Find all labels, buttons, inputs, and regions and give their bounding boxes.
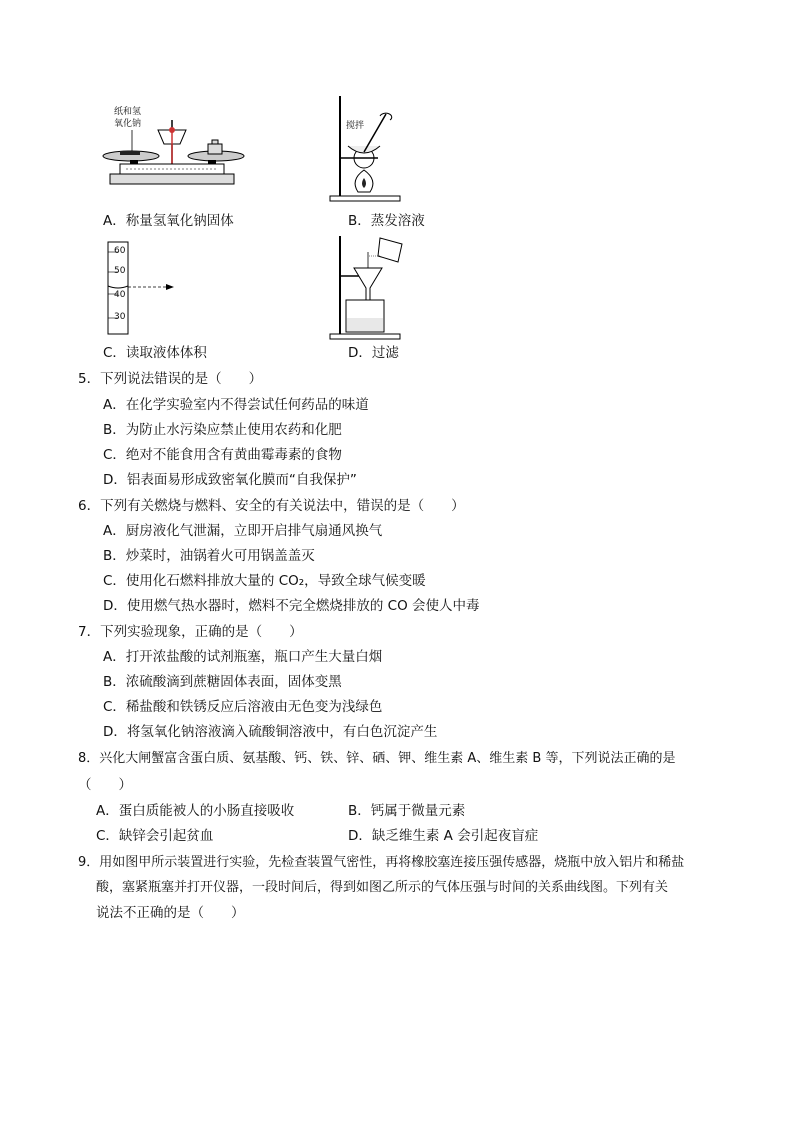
q5-option-c: C．绝对不能食用含有黄曲霉毒素的食物 (103, 447, 342, 463)
q7-option-c: C．稀盐酸和铁锈反应后溶液由无色变为浅绿色 (103, 699, 383, 715)
cylinder-tick-30: 30 (114, 312, 126, 322)
q7-option-a: A．打开浓盐酸的试剂瓶塞，瓶口产生大量白烟 (103, 649, 383, 665)
balance-drawing (96, 100, 246, 200)
cylinder-tick-40: 40 (114, 290, 126, 300)
q8-stem-line1: 8．兴化大闸蟹富含蛋白质、氨基酸、钙、铁、锌、硒、钾、维生素 A、维生素 B 等，下列说法正确的是 (78, 751, 676, 766)
q8-option-a: A．蛋白质能被人的小肠直接吸收 (96, 803, 295, 819)
q8-option-b: B．钙属于微量元素 (348, 803, 466, 819)
q6-option-d: D．使用燃气热水器时，燃料不完全燃烧排放的 CO 会使人中毒 (103, 598, 480, 614)
q5-option-b: B．为防止水污染应禁止使用农药和化肥 (103, 422, 342, 438)
q6-option-a: A．厨房液化气泄漏，立即开启排气扇通风换气 (103, 523, 383, 539)
q7-option-d: D．将氢氧化钠溶液滴入硫酸铜溶液中，有白色沉淀产生 (103, 724, 438, 740)
figure-caption-d: D．过滤 (348, 345, 399, 361)
balance-label-line1: 纸和氢 (114, 107, 142, 117)
q5-option-d: D．铝表面易形成致密氧化膜而“自我保护” (103, 472, 357, 488)
q5-option-a: A．在化学实验室内不得尝试任何药品的味道 (103, 397, 369, 413)
q9-stem-line1: 9．用如图甲所示装置进行实验，先检查装置气密性，再将橡胶塞连接压强传感器，烧瓶中放入铝片和稀盐 (78, 855, 685, 870)
q5-stem: 5．下列说法错误的是（ ） (78, 371, 263, 387)
balance-label-line2: 氧化钠 (114, 119, 142, 129)
figure-cylinder (100, 240, 190, 340)
cylinder-tick-60: 60 (114, 246, 126, 256)
cylinder-tick-50: 50 (114, 266, 126, 276)
q8-stem-line2: （ ） (78, 777, 132, 793)
q6-option-b: B．炒菜时，油锅着火可用锅盖盖灭 (103, 548, 315, 564)
q7-option-b: B．浓硫酸滴到蔗糖固体表面，固体变黑 (103, 674, 342, 690)
q6-option-c: C．使用化石燃料排放大量的 CO₂，导致全球气候变暖 (103, 573, 426, 589)
figure-filter (326, 234, 436, 340)
figure-caption-a: A．称量氢氧化钠固体 (103, 213, 234, 229)
q9-stem-line3: 说法不正确的是（ ） (96, 905, 245, 921)
q6-stem: 6．下列有关燃烧与燃料、安全的有关说法中，错误的是（ ） (78, 498, 465, 514)
figure-balance (96, 100, 246, 200)
evaporate-drawing (320, 96, 430, 202)
q8-option-d: D．缺乏维生素 A 会引起夜盲症 (348, 828, 539, 844)
evaporate-label: 搅拌 (346, 121, 365, 131)
q7-stem: 7．下列实验现象，正确的是（ ） (78, 624, 303, 640)
figure-caption-c: C．读取液体体积 (103, 345, 207, 361)
q9-stem-line2: 酸，塞紧瓶塞并打开仪器，一段时间后，得到如图乙所示的气体压强与时间的关系曲线图。下列有关 (96, 880, 669, 895)
q8-option-c: C．缺锌会引起贫血 (96, 828, 214, 844)
figure-caption-b: B．蒸发溶液 (348, 213, 425, 229)
figure-evaporate (320, 96, 430, 202)
filter-drawing (326, 234, 436, 340)
